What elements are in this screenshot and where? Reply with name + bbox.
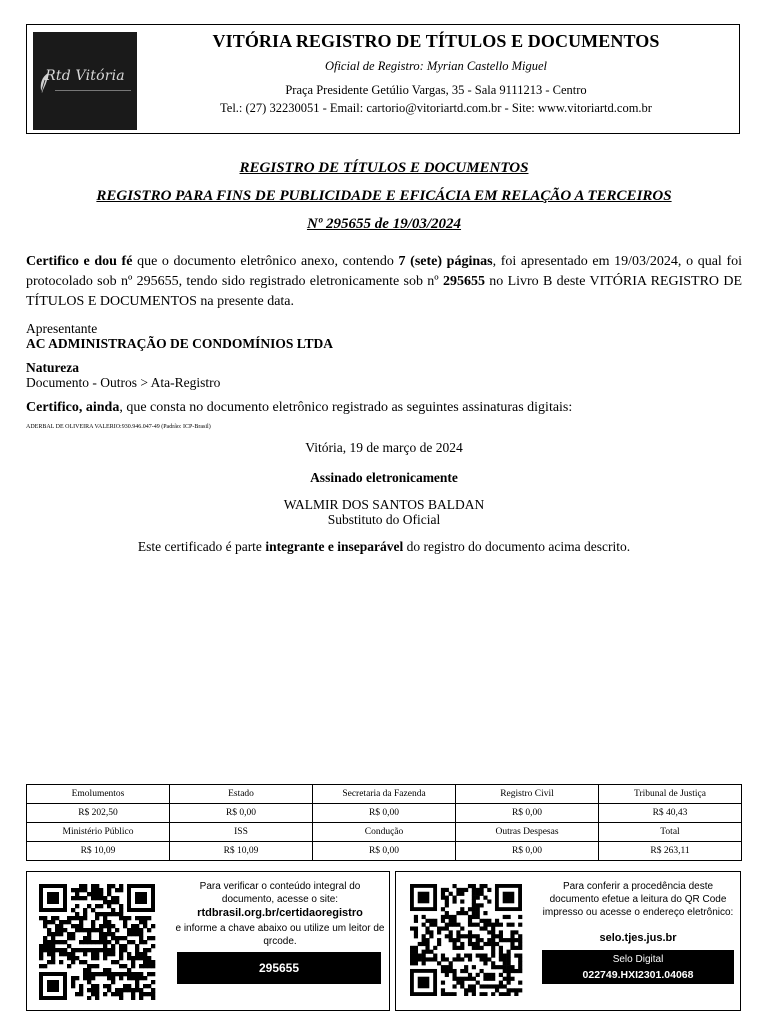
fee-value: R$ 0,00 [313, 842, 456, 861]
fee-label: Registro Civil [456, 785, 599, 804]
fee-value: R$ 0,00 [313, 804, 456, 823]
office-address: Praça Presidente Getúlio Vargas, 35 - Sala 9111213 - Centro [285, 83, 587, 97]
office-title: VITÓRIA REGISTRO DE TÍTULOS E DOCUMENTOS [212, 31, 660, 51]
page-count: 7 (sete) páginas [398, 254, 493, 269]
signed-label: Assinado eletronicamente [310, 470, 458, 485]
fee-label: Tribunal de Justiça [599, 785, 742, 804]
selo-digital-box [542, 950, 734, 984]
logo [33, 32, 137, 130]
fee-label: Estado [170, 785, 313, 804]
fees-header-row [27, 823, 742, 842]
fee-value: R$ 0,00 [170, 804, 313, 823]
registration-number: 295655 [442, 274, 485, 289]
selo-label: Selo Digital [612, 954, 664, 965]
apresentante-name: AC ADMINISTRAÇÃO DE CONDOMÍNIOS LTDA [26, 336, 334, 351]
certifico-paragraph [26, 252, 742, 312]
signer-name: WALMIR DOS SANTOS BALDAN [283, 497, 485, 512]
qr-box-verify [26, 871, 390, 1011]
verify-instructions: e informe a chave abaixo ou utilize um leitor de qrcode. [175, 923, 385, 947]
ainda-paragraph [26, 398, 742, 418]
qr-box-selo [395, 871, 741, 1011]
fee-label: ISS [170, 823, 313, 842]
footer-note [0, 539, 768, 555]
title-publicidade: REGISTRO PARA FINS DE PUBLICIDADE E EFICÁCIA EM RELAÇÃO A TERCEIROS [96, 188, 672, 204]
logo-underline [55, 90, 131, 91]
fee-value: R$ 10,09 [170, 842, 313, 861]
ainda-lead: Certifico, ainda [26, 400, 120, 415]
natureza-label: Natureza [26, 360, 79, 375]
fee-total: R$ 263,11 [599, 842, 742, 861]
fee-label: Total [599, 823, 742, 842]
certifico-lead: Certifico e dou fé [26, 254, 133, 269]
natureza-value: Documento - Outros > Ata-Registro [26, 375, 221, 390]
fee-value: R$ 202,50 [27, 804, 170, 823]
certifico-text-2: , foi apresentado em 19/03/2024, o qual foi protocolado sob nº 295655, tendo sido registrado eletronicamente sob nº [26, 254, 742, 289]
selo-site-link[interactable]: selo.tjes.jus.br [599, 932, 677, 944]
selo-code: 022749.HXI2301.04068 [582, 969, 694, 981]
fee-value: R$ 0,00 [456, 842, 599, 861]
verify-site-link[interactable]: rtdbrasil.org.br/certidaoregistro [197, 907, 363, 919]
fees-value-row [27, 804, 742, 823]
place-date: Vitória, 19 de março de 2024 [305, 440, 463, 455]
fee-value: R$ 0,00 [456, 804, 599, 823]
certifico-text-1: que o documento eletrônico anexo, contendo [132, 254, 399, 269]
fee-label: Outras Despesas [456, 823, 599, 842]
qr-code-icon[interactable] [39, 884, 159, 1000]
fee-value: R$ 40,43 [599, 804, 742, 823]
title-numero: Nº 295655 de 19/03/2024 [306, 216, 462, 232]
fees-table [26, 784, 742, 861]
fees-header-row [27, 785, 742, 804]
fee-label: Emolumentos [27, 785, 170, 804]
fee-label: Secretaria da Fazenda [313, 785, 456, 804]
oficial-name: Oficial de Registro: Myrian Castello Miguel [324, 59, 548, 73]
office-contact: Tel.: (27) 32230051 - Email: cartorio@vitoriartd.com.br - Site: www.vitoriartd.com.br [220, 101, 652, 115]
selo-text: Para conferir a procedência deste documento efetue a leitura do QR Code impresso ou acesse o endereço eletrônico: [542, 881, 734, 918]
verify-text: Para verificar o conteúdo integral do documento, acesse o site: [199, 881, 361, 905]
fee-label: Condução [313, 823, 456, 842]
apresentante-label: Apresentante [26, 321, 98, 336]
footer-note-text-2: do registro do documento acima descrito. [403, 539, 631, 554]
fees-value-row [27, 842, 742, 861]
ainda-text: , que consta no documento eletrônico registrado as seguintes assinaturas digitais: [119, 400, 573, 415]
verification-key: 295655 [177, 952, 381, 984]
title-registro: REGISTRO DE TÍTULOS E DOCUMENTOS [239, 160, 529, 176]
digital-signature-line: ADERBAL DE OLIVEIRA VALERIO:930.946.047-49 (Padrão: ICP-Brasil) [26, 424, 211, 430]
certifico-text-3: no Livro B deste VITÓRIA REGISTRO DE TÍTULOS E DOCUMENTOS na presente data. [26, 274, 742, 309]
fee-value: R$ 10,09 [27, 842, 170, 861]
logo-text: Rtd Vitória [45, 68, 125, 84]
qr-code-icon[interactable] [410, 884, 526, 996]
footer-note-bold: integrante e inseparável [265, 539, 404, 554]
fee-label: Ministério Público [27, 823, 170, 842]
footer-note-text-1: Este certificado é parte [137, 539, 266, 554]
signer-role: Substituto do Oficial [327, 512, 441, 527]
